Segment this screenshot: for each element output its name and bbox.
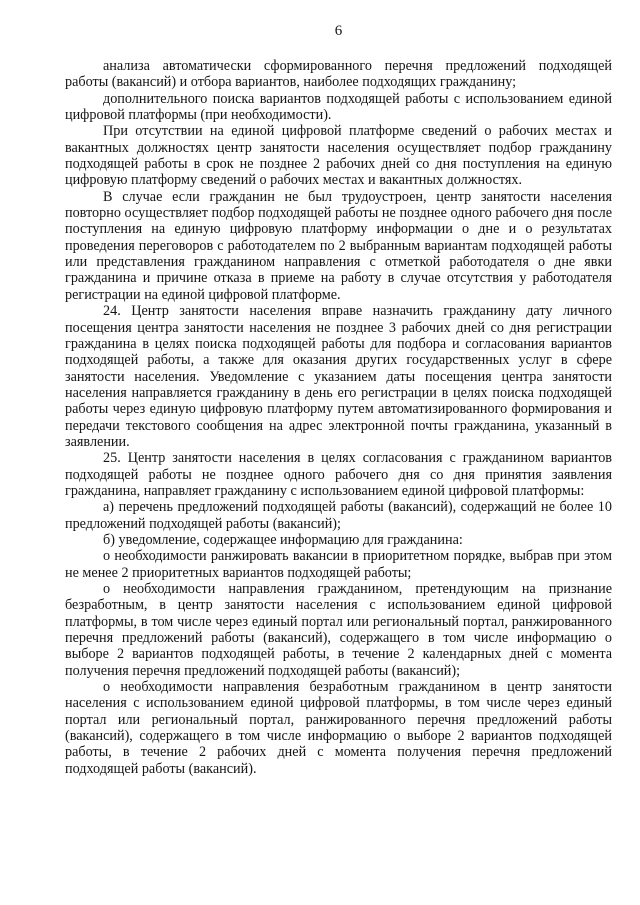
paragraph: о необходимости ранжировать вакансии в приоритетном порядке, выбрав при этом не менее 2 приоритетных вариантов подходящей работы;: [65, 548, 612, 581]
paragraph: В случае если гражданин не был трудоустроен, центр занятости населения повторно осуществляет подбор подходящей работы не позднее одного рабочего дня после поступления на единую цифровую платформу информации о дне и о результатах проведения переговоров с работодателем по 2 выбранным вариантам подходящей работы или представления гражданином направления с отметкой работодателя о дне явки гражданина и причине отказа в приеме на работу в случае отсутствия у работодателя регистрации на единой цифровой платформе.: [65, 188, 612, 303]
paragraph: анализа автоматически сформированного перечня предложений подходящей работы (вакансий) и отбора вариантов, наиболее подходящих гражданину;: [65, 58, 612, 91]
paragraph: 25. Центр занятости населения в целях согласования с гражданином вариантов подходящей работы не позднее одного рабочего дня со дня принятия заявления гражданина, направляет гражданину с использованием единой цифровой платформы:: [65, 450, 612, 499]
paragraph: 24. Центр занятости населения вправе назначить гражданину дату личного посещения центра занятости населения не позднее 3 рабочих дней со дня регистрации гражданина в целях поиска подходящей работы для подбора и согласования вариантов подходящей работы, а также для оказания других государственных услуг в сфере занятости населения. Уведомление с указанием даты посещения центра занятости населения направляется гражданину в день его регистрации в целях поиска подходящей работы через единую цифровую платформу путем автоматизированного формирования и передачи текстового сообщения на адрес электронной почты гражданина, указанный в заявлении.: [65, 303, 612, 450]
document-body: [65, 58, 612, 777]
page-number: 6: [334, 23, 343, 39]
paragraph: о необходимости направления безработным гражданином в центр занятости населения с использованием единой цифровой платформы, в том числе через единый портал или региональный портал, ранжированного перечня предложений работы (вакансий), содержащего в том числе информацию о выборе 2 вариантов подходящей работы, в течение 2 рабочих дней с момента получения перечня предложений подходящей работы (вакансий).: [65, 679, 612, 777]
paragraph: б) уведомление, содержащее информацию для гражданина:: [103, 531, 463, 548]
paragraph: При отсутствии на единой цифровой платформе сведений о рабочих местах и вакантных должностях центр занятости населения осуществляет подбор гражданину подходящей работы в срок не позднее 2 рабочих дней со дня поступления на единую цифровую платформу сведений о рабочих местах и вакантных должностях.: [65, 123, 612, 189]
paragraph: а) перечень предложений подходящей работы (вакансий), содержащий не более 10 предложений подходящей работы (вакансий);: [65, 499, 612, 532]
paragraph: о необходимости направления гражданином, претендующим на признание безработным, в центр занятости населения с использованием единой цифровой платформы, в том числе через единый портал или региональный портал, ранжированного перечня предложений работы (вакансий), содержащего в том числе информацию о выборе 2 вариантов подходящей работы, в течение 2 календарных дней с момента получения перечня предложений подходящей работы (вакансий);: [65, 581, 612, 679]
paragraph: дополнительного поиска вариантов подходящей работы с использованием единой цифровой платформы (при необходимости).: [65, 90, 612, 124]
